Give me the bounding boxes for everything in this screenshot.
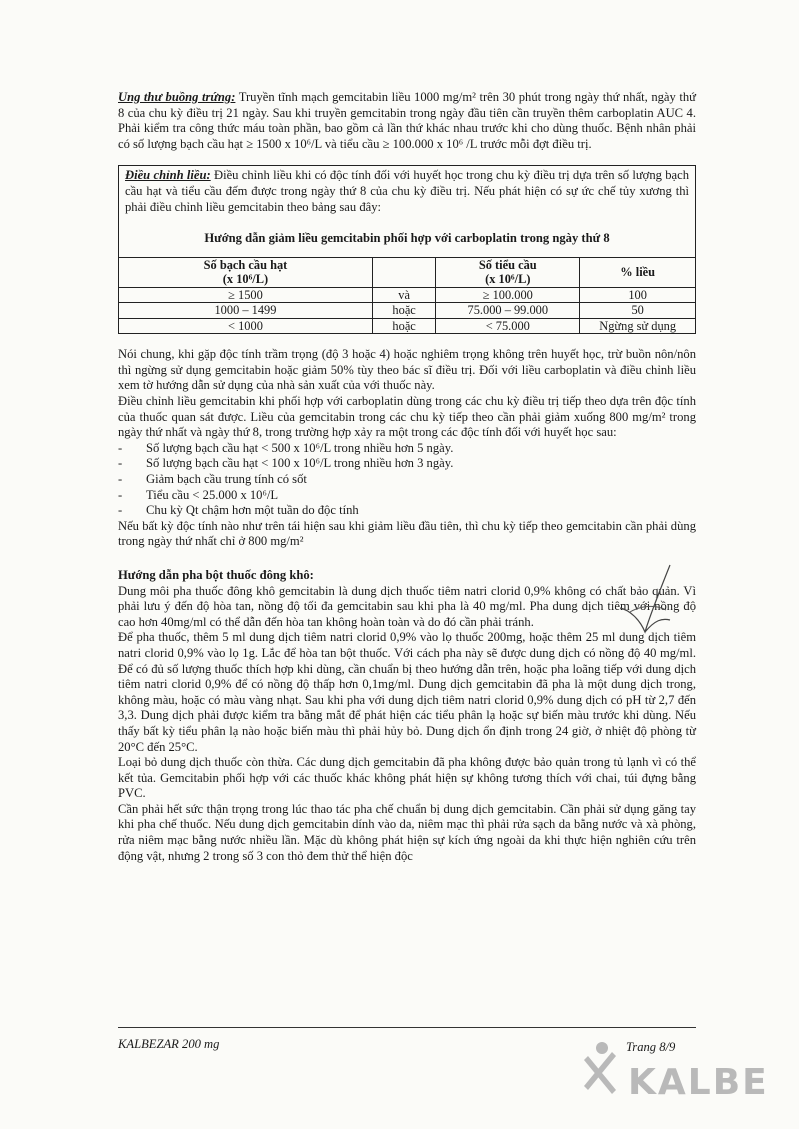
reconstitution-paragraph: Dung môi pha thuốc đông khô gemcitabin là dung dịch thuốc tiêm natri clorid 0,9% không có chất bảo quản. Vì phải lưu ý đến độ hòa tan, nồng độ tối đa gemcitabin sau khi pha là 40 mg/ml. Pha dung dịch tiêm với nồng độ cao hơn 40mg/ml có thể dẫn đến hòa tan không hoàn toàn và do đó cần phải tránh. [118, 583, 696, 629]
signature-mark [600, 560, 690, 640]
table-cell: 1000 – 1499 [119, 303, 372, 319]
toxicity-paragraph: Nói chung, khi gặp độc tính trầm trọng (độ 3 hoặc 4) hoặc nghiêm trọng không trên huyết học, trừ buồn nôn/nôn thì ngừng sử dụng gemcitabin hoặc giảm 50% tùy theo bác sĩ điều trị. Đối với liều carboplatin và điều chỉnh liều xem tờ hướng dẫn sử dụng của nhà sản xuất của với thuốc này. [118, 347, 696, 393]
logo-text: KALBE [628, 1062, 769, 1103]
reconstitution-heading: Hướng dẫn pha bột thuốc đông khô: [118, 567, 314, 582]
table-cell: Ngừng sử dụng [580, 318, 695, 333]
reconstitution-paragraph: Cần phải hết sức thận trọng trong lúc thao tác pha chế chuẩn bị dung dịch gemcitabin. Cần phải sử dụng găng tay khi pha chế thuốc. Nếu dung dịch gemcitabin dính vào da, niêm mạc thì phải rửa sạch da bằng nước và xà phòng, rửa niêm mạc bằng nước nhiều lần. Mặc dù không phát hiện sự kích ứng ngoài da khi thực hiện nghiên cứu trên động vật, nhưng 2 trong số 3 con thỏ đem thử thể hiện độc [118, 801, 696, 863]
closing-paragraph: Nếu bất kỳ độc tính nào như trên tái hiện sau khi giảm liều đầu tiên, thì chu kỳ tiếp theo gemcitabin cần phải dùng trong ngày thứ nhất chỉ ở 800 mg/m² [118, 518, 696, 549]
reconstitution-paragraph: Loại bỏ dung dịch thuốc còn thừa. Các dung dịch gemcitabin đã pha không được bảo quản trong tủ lạnh vì có thể kết tủa. Gemcitabin phối hợp với các thuốc khác không phát hiện sự không tương thích với chai, túi đựng bằng PVC. [118, 755, 696, 801]
table-row [119, 318, 695, 333]
list-item: - Số lượng bạch cầu hạt < 500 x 10⁶/L trong nhiều hơn 5 ngày. [118, 441, 696, 457]
reconstitution-paragraph: Để pha thuốc, thêm 5 ml dung dịch tiêm natri clorid 0,9% vào lọ thuốc 200mg, hoặc thêm 25 ml dung dịch tiêm natri clorid 0,9% vào lọ 1g. Lắc để hòa tan bột thuốc. Với cách pha này sẽ được dung dịch có nồng độ 40 mg/ml. Để có đủ số lượng thuốc thích hợp khi dùng, cần chuẩn bị theo hướng dẫn trên, hoặc pha loãng tiếp với dung dịch tiêm natri clorid 0,9% để có nồng độ thấp hơn 0,1mg/ml. Dung dịch gemcitabin đã pha là một dung dịch trong, không màu, hoặc có màu vàng nhạt. Sau khi pha với dung dịch tiêm natri clorid 0,9% dung dịch có pH từ 2,7 đến 3,3. Dung dịch phải được kiểm tra bằng mắt để phát hiện các tiểu phân lạ hoặc sự biến màu trước khi dùng. Nếu thấy bất kỳ tiểu phân lạ nào hoặc biến màu thì phải hủy bỏ. Dung dịch ổn định trong 24 giờ, ở nhiệt độ phòng từ 20°C đến 25°C. [118, 630, 696, 754]
header-platelets: Số tiểu cầu (x 10⁶/L) [436, 257, 580, 287]
header-conjunction [372, 257, 435, 287]
kalbe-logo [580, 1020, 780, 1110]
table-row [119, 303, 695, 319]
dose-adjustment-paragraph: Điều chỉnh liều gemcitabin khi phối hợp với carboplatin dùng trong các chu kỳ điều trị tiếp theo dựa trên độc tính của thuốc quan sát được. Liều của gemcitabin trong các chu kỳ tiếp theo cần phải giảm xuống 800 mg/m² trong ngày thứ nhất và ngày thứ 8, trong trường hợp xảy ra một trong các độc tính đối với huyết học sau: [118, 394, 696, 440]
footer-product-name: KALBEZAR 200 mg [118, 1037, 220, 1051]
table-cell: và [372, 287, 435, 303]
table-cell: hoặc [372, 303, 435, 319]
table-row [119, 287, 695, 303]
header-dose-percent: % liều [580, 257, 695, 287]
table-cell: 75.000 – 99.000 [436, 303, 580, 319]
table-header-row [119, 257, 695, 287]
dose-adjustment-box [118, 165, 696, 334]
list-item: - Tiểu cầu < 25.000 x 10⁶/L [118, 488, 696, 504]
table-cell: ≥ 100.000 [436, 287, 580, 303]
ovarian-cancer-paragraph [118, 90, 696, 152]
table-cell: 100 [580, 287, 695, 303]
dose-adjustment-text: Điều chỉnh liều khi có độc tính đối với huyết học trong chu kỳ điều trị dựa trên số lượng bạch cầu hạt và tiểu cầu đếm được trong ngày thứ 8 của chu kỳ điều trị. Nếu phát hiện có sự ức chế tủy xương thì phải điều chỉnh liều gemcitabin theo bảng sau đây: [125, 168, 689, 214]
footer-page-number: Trang 8/9 [626, 1040, 676, 1054]
document-body [118, 90, 696, 864]
list-item: - Số lượng bạch cầu hạt < 100 x 10⁶/L trong nhiều hơn 3 ngày. [118, 456, 696, 472]
dose-adjustment-heading: Điều chỉnh liều: [125, 168, 211, 183]
list-item: - Giảm bạch cầu trung tính có sốt [118, 472, 696, 488]
list-item: - Chu kỳ Qt chậm hơn một tuần do độc tính [118, 503, 696, 519]
dose-reduction-table [119, 257, 695, 334]
ovarian-cancer-text: Truyền tĩnh mạch gemcitabin liều 1000 mg/m² trên 30 phút trong ngày thứ nhất, ngày thứ 8 của chu kỳ điều trị 21 ngày. Sau khi truyền gemcitabin trong ngày đầu tiên cần truyền thêm carboplatin AUC 4. Phải kiểm tra công thức máu toàn phần, bao gồm cả lần thứ khác nhau trước khi cho dùng thuốc. Bệnh nhân phải có số lượng bạch cầu hạt ≥ 1500 x 10⁶/L và tiểu cầu ≥ 100.000 x 10⁶ /L trước mỗi đợt điều trị. [118, 90, 696, 151]
dose-table-title: Hướng dẫn giảm liều gemcitabin phối hợp với carboplatin trong ngày thứ 8 [204, 231, 610, 246]
table-cell: 50 [580, 303, 695, 319]
table-cell: < 1000 [119, 318, 372, 333]
header-granulocytes: Số bạch cầu hạt (x 10⁶/L) [119, 257, 372, 287]
table-cell: < 75.000 [436, 318, 580, 333]
dose-adjustment-intro [119, 166, 695, 219]
table-cell: hoặc [372, 318, 435, 333]
ovarian-cancer-heading: Ung thư buồng trứng: [118, 90, 236, 104]
toxicity-list [118, 441, 696, 519]
table-cell: ≥ 1500 [119, 287, 372, 303]
